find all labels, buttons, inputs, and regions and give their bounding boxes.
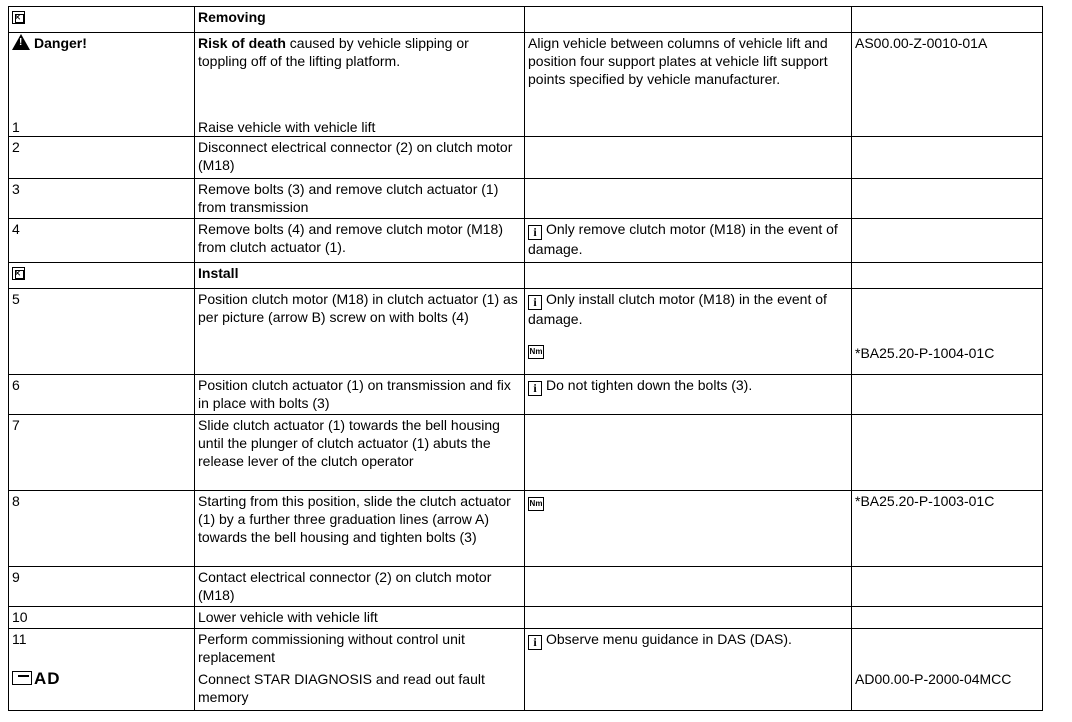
risk-of-death-label: Risk of death [198, 35, 286, 51]
step-note: Observe menu guidance in DAS (DAS). [546, 631, 792, 647]
step-row-2 [9, 137, 1043, 179]
reference-link[interactable]: AD00.00-P-2000-04MCC [855, 671, 1012, 687]
info-icon: i [528, 635, 542, 650]
step-number: 9 [12, 569, 20, 585]
section-title-install: Install [198, 265, 239, 281]
procedure-table [8, 6, 1043, 711]
torque-nm-icon: Nm [528, 497, 544, 511]
danger-row [9, 33, 1043, 137]
section-row-removing [9, 7, 1043, 33]
step-row-7 [9, 415, 1043, 491]
step-text: Contact electrical connector (2) on clutch motor (M18) [198, 569, 492, 603]
step-text: Disconnect electrical connector (2) on clutch motor (M18) [198, 139, 513, 173]
install-frame-icon [12, 267, 25, 280]
reference-link[interactable]: AS00.00-Z-0010-01A [855, 35, 988, 51]
step-row-3 [9, 179, 1043, 219]
reference-link[interactable]: *BA25.20-P-1004-01C [855, 345, 995, 361]
step-number: 11 [12, 631, 27, 647]
step-row-9 [9, 567, 1043, 607]
risk-description: caused by vehicle slipping or toppling off of the lifting platform. [198, 35, 469, 69]
step-row-5 [9, 289, 1043, 375]
section-title-removing: Removing [198, 9, 266, 25]
danger-ref-cell [852, 33, 1043, 137]
step-number: 6 [12, 377, 20, 393]
step-row-4 [9, 219, 1043, 263]
removal-frame-icon [12, 11, 25, 24]
step-note: Only remove clutch motor (M18) in the event of damage. [528, 221, 838, 257]
step-note: Only install clutch motor (M18) in the event of damage. [528, 291, 827, 327]
danger-text-cell [195, 33, 525, 137]
step-text: Position clutch actuator (1) on transmission and fix in place with bolts (3) [198, 377, 511, 411]
info-icon: i [528, 295, 542, 310]
section-row-install [9, 263, 1043, 289]
step-number: 3 [12, 181, 20, 197]
section-title-cell [195, 7, 525, 33]
step-row-11 [9, 629, 1043, 711]
step-row-10 [9, 607, 1043, 629]
danger-note-cell [525, 33, 852, 137]
section-icon-cell [9, 7, 195, 33]
step-number: 10 [12, 609, 28, 625]
step-text: Starting from this position, slide the clutch actuator (1) by a further three graduation lines (arrow A) towards the bell housing and tighten bolts (3) [198, 493, 511, 545]
step-number: 7 [12, 417, 20, 433]
procedure-document [8, 6, 1043, 711]
step-row-6 [9, 375, 1043, 415]
step-1-text: Raise vehicle with vehicle lift [198, 119, 376, 135]
warning-triangle-icon [12, 34, 30, 50]
pointing-hand-icon [12, 671, 32, 685]
step-text: Remove bolts (4) and remove clutch motor (M18) from clutch actuator (1). [198, 221, 503, 255]
danger-label: Danger! [34, 35, 87, 51]
step-text: Perform commissioning without control unit replacement [198, 631, 465, 665]
danger-label-cell [9, 33, 195, 137]
step-number: 4 [12, 221, 20, 237]
step-number: 5 [12, 291, 20, 307]
step-text: Slide clutch actuator (1) towards the bell housing until the plunger of clutch actuator (1) abuts the release lever of the clutch operator [198, 417, 500, 469]
step-number: 8 [12, 493, 20, 509]
step-number: 2 [12, 139, 20, 155]
info-icon: i [528, 225, 542, 240]
torque-nm-icon: Nm [528, 345, 544, 359]
reference-link[interactable]: *BA25.20-P-1003-01C [855, 493, 995, 509]
info-icon: i [528, 381, 542, 396]
step-note: Do not tighten down the bolts (3). [546, 377, 753, 393]
ad-marker: AD [34, 669, 61, 688]
step-row-8 [9, 491, 1043, 567]
diagnosis-text: Connect STAR DIAGNOSIS and read out fault memory [198, 671, 485, 705]
step-text: Lower vehicle with vehicle lift [198, 609, 378, 625]
step-text: Remove bolts (3) and remove clutch actuator (1) from transmission [198, 181, 499, 215]
step-text: Position clutch motor (M18) in clutch actuator (1) as per picture (arrow B) screw on with bolts (4) [198, 291, 518, 325]
step-number: 1 [12, 119, 20, 135]
danger-note: Align vehicle between columns of vehicle lift and position four support plates at vehicle lift support points specified by vehicle manufacturer. [528, 35, 828, 87]
